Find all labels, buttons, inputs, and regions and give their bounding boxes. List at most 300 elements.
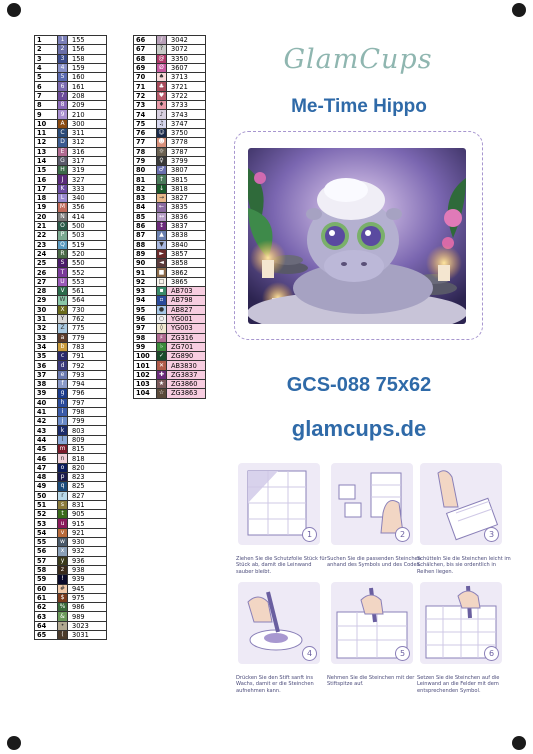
legend-row — [134, 212, 206, 221]
legend-dmc-code: 930 — [68, 538, 107, 547]
legend-number: 61 — [35, 593, 58, 602]
legend-color-symbol: o — [58, 463, 68, 472]
legend-dmc-code: 3818 — [167, 184, 206, 193]
legend-dmc-code: ZG890 — [167, 352, 206, 361]
legend-dmc-code: 3858 — [167, 259, 206, 268]
legend-color-symbol: / — [157, 36, 167, 45]
legend-color-symbol: r — [58, 491, 68, 500]
legend-number: 8 — [35, 101, 58, 110]
legend-number: 62 — [35, 603, 58, 612]
legend-dmc-code: 500 — [68, 221, 107, 230]
legend-number: 65 — [35, 631, 58, 640]
legend-color-symbol: 3 — [58, 54, 68, 63]
legend-number: 89 — [134, 249, 157, 258]
legend-dmc-code: 3733 — [167, 101, 206, 110]
legend-color-symbol: L — [58, 194, 68, 203]
legend-number: 73 — [134, 101, 157, 110]
legend-row — [134, 296, 206, 305]
legend-dmc-code: 3713 — [167, 73, 206, 82]
legend-dmc-code: 3815 — [167, 175, 206, 184]
legend-row — [35, 45, 107, 54]
legend-dmc-code: 553 — [68, 277, 107, 286]
legend-dmc-code: 986 — [68, 603, 107, 612]
legend-dmc-code: ZG3863 — [167, 389, 206, 398]
legend-dmc-code: 792 — [68, 361, 107, 370]
legend-dmc-code: 3042 — [167, 36, 206, 45]
legend-number: 63 — [35, 612, 58, 621]
step-number-badge: 1 — [302, 527, 317, 542]
legend-color-symbol: T — [58, 268, 68, 277]
legend-color-symbol: D — [58, 138, 68, 147]
legend-number: 92 — [134, 277, 157, 286]
legend-number: 64 — [35, 621, 58, 630]
legend-row — [134, 54, 206, 63]
legend-number: 7 — [35, 91, 58, 100]
legend-dmc-code: AB3830 — [167, 361, 206, 370]
legend-dmc-code: 827 — [68, 491, 107, 500]
legend-number: 1 — [35, 36, 58, 45]
legend-row — [134, 156, 206, 165]
legend-dmc-code: 798 — [68, 407, 107, 416]
legend-dmc-code: 831 — [68, 500, 107, 509]
legend-number: 10 — [35, 119, 58, 128]
legend-row — [35, 212, 107, 221]
legend-row — [35, 194, 107, 203]
legend-color-symbol: h — [58, 398, 68, 407]
legend-color-symbol: C — [58, 128, 68, 137]
legend-row — [35, 370, 107, 379]
legend-dmc-code: 159 — [68, 63, 107, 72]
legend-dmc-code: 3840 — [167, 240, 206, 249]
legend-number: 4 — [35, 63, 58, 72]
legend-color-symbol: l — [58, 435, 68, 444]
legend-dmc-code: YG001 — [167, 314, 206, 323]
legend-dmc-code: 809 — [68, 435, 107, 444]
legend-color-symbol: 2 — [58, 45, 68, 54]
legend-row — [35, 500, 107, 509]
legend-row — [35, 101, 107, 110]
legend-row — [35, 259, 107, 268]
legend-row — [35, 138, 107, 147]
legend-number: 51 — [35, 500, 58, 509]
legend-row — [35, 435, 107, 444]
legend-color-symbol: n — [58, 454, 68, 463]
legend-dmc-code: 3862 — [167, 268, 206, 277]
legend-dmc-code: 932 — [68, 547, 107, 556]
legend-number: 44 — [35, 435, 58, 444]
legend-dmc-code: 552 — [68, 268, 107, 277]
legend-dmc-code: 783 — [68, 342, 107, 351]
color-legend-table-right — [133, 35, 206, 399]
legend-row — [134, 268, 206, 277]
legend-dmc-code: 796 — [68, 389, 107, 398]
legend-number: 29 — [35, 296, 58, 305]
legend-row — [134, 101, 206, 110]
instruction-step-5-caption: Nehmen Sie die Steinchen mit der Stiftspitze auf. — [327, 675, 415, 688]
legend-color-symbol: ↑ — [157, 175, 167, 184]
legend-row — [134, 305, 206, 314]
legend-color-symbol: k — [58, 426, 68, 435]
punch-hole-top-left — [7, 3, 21, 17]
legend-color-symbol: ✓ — [157, 352, 167, 361]
legend-row — [35, 389, 107, 398]
legend-color-symbol: ♣ — [157, 82, 167, 91]
legend-color-symbol: M — [58, 203, 68, 212]
legend-row — [35, 221, 107, 230]
legend-color-symbol: ( — [58, 631, 68, 640]
legend-dmc-code: 3836 — [167, 212, 206, 221]
legend-color-symbol: P — [58, 231, 68, 240]
legend-dmc-code: 823 — [68, 472, 107, 481]
legend-color-symbol: ↔ — [157, 212, 167, 221]
legend-number: 33 — [35, 333, 58, 342]
legend-dmc-code: AB703 — [167, 287, 206, 296]
legend-row — [134, 277, 206, 286]
legend-number: 22 — [35, 231, 58, 240]
legend-number: 101 — [134, 361, 157, 370]
legend-row — [35, 166, 107, 175]
legend-color-symbol: ☻ — [158, 138, 165, 146]
legend-color-symbol: ♪ — [157, 110, 167, 119]
legend-color-symbol: q — [58, 482, 68, 491]
legend-color-symbol: Q — [58, 240, 68, 249]
legend-dmc-code: 158 — [68, 54, 107, 63]
legend-color-symbol: ✚ — [157, 370, 167, 379]
legend-color-symbol: u — [58, 519, 68, 528]
legend-dmc-code: 3747 — [167, 119, 206, 128]
legend-row — [35, 342, 107, 351]
legend-number: 69 — [134, 63, 157, 72]
legend-color-symbol: • — [58, 621, 68, 630]
legend-row — [35, 314, 107, 323]
legend-color-symbol: U — [58, 277, 68, 286]
product-title: Me-Time Hippo — [291, 96, 427, 117]
legend-number: 59 — [35, 575, 58, 584]
legend-color-symbol: ♯ — [157, 333, 167, 342]
legend-row — [35, 91, 107, 100]
legend-row — [35, 296, 107, 305]
legend-row — [134, 147, 206, 156]
legend-number: 94 — [134, 296, 157, 305]
legend-number: 23 — [35, 240, 58, 249]
legend-dmc-code: 3722 — [167, 91, 206, 100]
legend-row — [35, 445, 107, 454]
legend-color-symbol: e — [58, 370, 68, 379]
legend-number: 42 — [35, 417, 58, 426]
legend-number: 24 — [35, 249, 58, 258]
legend-dmc-code: 333 — [68, 184, 107, 193]
legend-dmc-code: 208 — [68, 91, 107, 100]
step-number-badge: 4 — [302, 646, 317, 661]
legend-color-symbol: A — [58, 119, 68, 128]
legend-row — [134, 119, 206, 128]
legend-row — [35, 203, 107, 212]
legend-color-symbol: ◄ — [157, 259, 167, 268]
legend-dmc-code: YG003 — [167, 324, 206, 333]
legend-dmc-code: 815 — [68, 445, 107, 454]
legend-dmc-code: 319 — [68, 166, 107, 175]
legend-row — [134, 63, 206, 72]
legend-number: 98 — [134, 333, 157, 342]
legend-number: 26 — [35, 268, 58, 277]
legend-number: 82 — [134, 184, 157, 193]
legend-row — [35, 584, 107, 593]
legend-color-symbol: w — [58, 538, 68, 547]
instruction-step-1-caption: Ziehen Sie die Schutzfolie Stück für Stück ab, damit die Leinwand sauber bleibt. — [236, 556, 327, 575]
legend-dmc-code: 3865 — [167, 277, 206, 286]
legend-number: 90 — [134, 259, 157, 268]
legend-number: 88 — [134, 240, 157, 249]
legend-color-symbol: ★ — [157, 379, 167, 388]
legend-row — [35, 491, 107, 500]
legend-row — [35, 175, 107, 184]
legend-number: 46 — [35, 454, 58, 463]
legend-number: 87 — [134, 231, 157, 240]
legend-row — [35, 612, 107, 621]
legend-row — [134, 249, 206, 258]
legend-color-symbol: % — [58, 603, 68, 612]
legend-number: 53 — [35, 519, 58, 528]
legend-row — [134, 361, 206, 370]
legend-color-symbol: 7 — [58, 91, 68, 100]
legend-number: 43 — [35, 426, 58, 435]
legend-number: 103 — [134, 379, 157, 388]
instruction-step-2-illustration — [331, 463, 413, 545]
legend-dmc-code: 550 — [68, 259, 107, 268]
legend-dmc-code: 730 — [68, 305, 107, 314]
legend-dmc-code: 939 — [68, 575, 107, 584]
legend-number: 104 — [134, 389, 157, 398]
legend-number: 54 — [35, 528, 58, 537]
legend-row — [35, 510, 107, 519]
legend-color-symbol: W — [58, 296, 68, 305]
legend-dmc-code: ZG3837 — [167, 370, 206, 379]
legend-color-symbol: ▫ — [157, 296, 167, 305]
legend-number: 47 — [35, 463, 58, 472]
legend-color-symbol: ✕ — [157, 361, 167, 370]
legend-row — [35, 417, 107, 426]
step-number-badge: 5 — [395, 646, 410, 661]
legend-color-symbol: x — [58, 547, 68, 556]
legend-number: 96 — [134, 314, 157, 323]
legend-number: 75 — [134, 119, 157, 128]
legend-row — [134, 259, 206, 268]
legend-color-symbol: 4 — [58, 63, 68, 72]
legend-dmc-code: 3750 — [167, 128, 206, 137]
legend-row — [35, 463, 107, 472]
legend-dmc-code: 503 — [68, 231, 107, 240]
legend-number: 84 — [134, 203, 157, 212]
legend-row — [35, 54, 107, 63]
legend-row — [35, 631, 107, 640]
legend-row — [134, 379, 206, 388]
legend-dmc-code: 156 — [68, 45, 107, 54]
legend-dmc-code: 340 — [68, 194, 107, 203]
legend-row — [134, 45, 206, 54]
legend-color-symbol: @ — [158, 54, 165, 62]
legend-dmc-code: 210 — [68, 110, 107, 119]
legend-color-symbol: X — [58, 305, 68, 314]
legend-color-symbol: c — [58, 352, 68, 361]
legend-color-symbol: ! — [58, 575, 68, 584]
legend-row — [134, 82, 206, 91]
legend-number: 5 — [35, 73, 58, 82]
legend-number: 97 — [134, 324, 157, 333]
legend-dmc-code: 3827 — [167, 194, 206, 203]
legend-dmc-code: 312 — [68, 138, 107, 147]
legend-row — [35, 575, 107, 584]
legend-color-symbol: S — [58, 259, 68, 268]
legend-color-symbol: t — [58, 510, 68, 519]
legend-color-symbol: V — [58, 287, 68, 296]
legend-color-symbol: ? — [157, 45, 167, 54]
legend-color-symbol: a — [58, 333, 68, 342]
legend-dmc-code: 3835 — [167, 203, 206, 212]
legend-dmc-code: 3607 — [167, 63, 206, 72]
website-url: glamcups.de — [291, 416, 427, 441]
legend-color-symbol: # — [58, 584, 68, 593]
legend-color-symbol: y — [58, 556, 68, 565]
artwork-image — [248, 148, 466, 324]
legend-row — [35, 231, 107, 240]
legend-color-symbol: v — [58, 528, 68, 537]
legend-row — [35, 519, 107, 528]
legend-row — [35, 621, 107, 630]
legend-number: 38 — [35, 379, 58, 388]
legend-dmc-code: 3072 — [167, 45, 206, 54]
legend-row — [134, 184, 206, 193]
legend-number: 40 — [35, 398, 58, 407]
legend-row — [35, 63, 107, 72]
legend-dmc-code: 794 — [68, 379, 107, 388]
instruction-step-4-caption: Drücken Sie den Stift sanft ins Wachs, damit er die Steinchen aufnehmen kann. — [236, 675, 314, 694]
step-number-badge: 2 — [395, 527, 410, 542]
legend-row — [35, 249, 107, 258]
legend-row — [35, 407, 107, 416]
legend-row — [134, 138, 206, 147]
legend-dmc-code: 3721 — [167, 82, 206, 91]
product-code: GCS-088 75x62 — [286, 374, 432, 396]
legend-row — [134, 221, 206, 230]
legend-color-symbol: 8 — [58, 101, 68, 110]
legend-dmc-code: ZG316 — [167, 333, 206, 342]
legend-color-symbol: ☼ — [157, 147, 167, 156]
legend-dmc-code: 799 — [68, 417, 107, 426]
legend-row — [134, 240, 206, 249]
legend-row — [35, 287, 107, 296]
legend-row — [35, 398, 107, 407]
legend-row — [35, 352, 107, 361]
legend-number: 60 — [35, 584, 58, 593]
legend-color-symbol: ○ — [157, 314, 167, 323]
legend-row — [134, 128, 206, 137]
legend-row — [35, 454, 107, 463]
legend-row — [134, 73, 206, 82]
legend-color-symbol: ● — [157, 305, 167, 314]
legend-color-symbol: E — [58, 147, 68, 156]
legend-number: 9 — [35, 110, 58, 119]
legend-dmc-code: 3807 — [167, 166, 206, 175]
legend-number: 11 — [35, 128, 58, 137]
legend-dmc-code: 825 — [68, 482, 107, 491]
legend-color-symbol: ♠ — [157, 73, 167, 82]
legend-row — [134, 314, 206, 323]
legend-color-symbol: 9 — [58, 110, 68, 119]
legend-color-symbol: ► — [157, 249, 167, 258]
legend-dmc-code: 519 — [68, 240, 107, 249]
instruction-step-2-caption: Suchen Sie die passenden Steinchen anhand des Symbols und des Codes. — [327, 556, 421, 569]
legend-row — [35, 277, 107, 286]
legend-number: 80 — [134, 166, 157, 175]
legend-dmc-code: AB827 — [167, 305, 206, 314]
legend-number: 100 — [134, 352, 157, 361]
legend-row — [35, 73, 107, 82]
legend-row — [35, 593, 107, 602]
legend-color-symbol: ♥ — [157, 91, 167, 100]
legend-dmc-code: 820 — [68, 463, 107, 472]
legend-number: 91 — [134, 268, 157, 277]
legend-dmc-code: 160 — [68, 73, 107, 82]
legend-number: 31 — [35, 314, 58, 323]
legend-dmc-code: 791 — [68, 352, 107, 361]
legend-color-symbol: ♂ — [157, 166, 167, 175]
legend-dmc-code: 316 — [68, 147, 107, 156]
legend-row — [134, 333, 206, 342]
legend-color-symbol: m — [58, 445, 68, 454]
legend-dmc-code: 3838 — [167, 231, 206, 240]
legend-color-symbol: i — [58, 407, 68, 416]
punch-hole-bottom-left — [7, 736, 21, 750]
legend-color-symbol: ♀ — [157, 156, 167, 165]
legend-number: 13 — [35, 147, 58, 156]
instruction-step-6-illustration — [420, 582, 502, 664]
legend-number: 16 — [35, 175, 58, 184]
legend-row — [134, 91, 206, 100]
legend-row — [35, 426, 107, 435]
instruction-step-6-caption: Setzen Sie die Steinchen auf die Leinwand an die Felder mit dem entsprechenden Symbol. — [417, 675, 500, 694]
legend-row — [35, 379, 107, 388]
legend-number: 27 — [35, 277, 58, 286]
legend-dmc-code: 300 — [68, 119, 107, 128]
legend-number: 55 — [35, 538, 58, 547]
legend-row — [35, 268, 107, 277]
legend-dmc-code: 818 — [68, 454, 107, 463]
legend-color-symbol: K — [58, 184, 68, 193]
legend-row — [134, 194, 206, 203]
legend-number: 85 — [134, 212, 157, 221]
legend-color-symbol: f — [58, 379, 68, 388]
legend-color-symbol: $ — [58, 593, 68, 602]
legend-dmc-code: 3857 — [167, 249, 206, 258]
legend-color-symbol: H — [58, 166, 68, 175]
legend-dmc-code: 3031 — [68, 631, 107, 640]
legend-color-symbol: ☺ — [158, 129, 165, 137]
legend-row — [35, 305, 107, 314]
legend-color-symbol: ▪ — [157, 287, 167, 296]
legend-color-symbol: Z — [58, 324, 68, 333]
legend-number: 77 — [134, 138, 157, 147]
legend-dmc-code: 3787 — [167, 147, 206, 156]
legend-row — [35, 184, 107, 193]
legend-dmc-code: 915 — [68, 519, 107, 528]
legend-dmc-code: ZG3860 — [167, 379, 206, 388]
legend-number: 12 — [35, 138, 58, 147]
legend-dmc-code: 775 — [68, 324, 107, 333]
legend-color-symbol: G — [58, 156, 68, 165]
legend-row — [134, 166, 206, 175]
legend-number: 28 — [35, 287, 58, 296]
legend-number: 14 — [35, 156, 58, 165]
